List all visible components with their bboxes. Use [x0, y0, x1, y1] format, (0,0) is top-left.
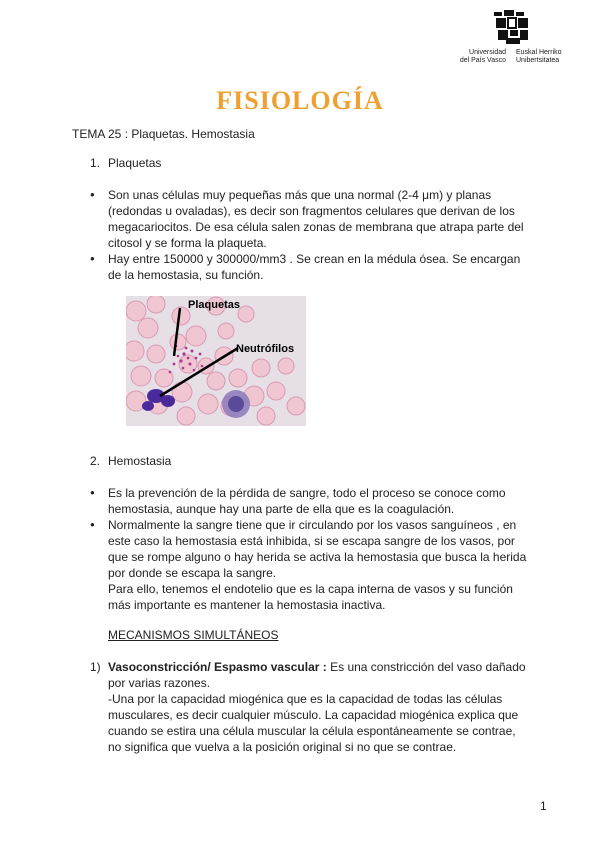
- list-item: ● Hay entre 150000 y 300000/mm3 . Se crean en la médula ósea. Se encargan de la hemostasia, su función.: [90, 251, 530, 283]
- logo-text-university: Universidad del País Vasco: [459, 49, 506, 64]
- list-item: ● Normalmente la sangre tiene que ir circulando por los vasos sanguíneos , en este caso la hemostasia está inhibida, si se escapa sangre de los vasos, por que se rompe alguno o hay herida se activa la hemostasia que busca la herida por donde se escapa la sangre.: [90, 517, 530, 581]
- section-2-heading: Hemostasia: [108, 454, 172, 468]
- section-2-number: 2.: [90, 454, 101, 468]
- university-logo: [448, 10, 570, 62]
- logo-text-euskal: Euskal Herriko Unibertsitatea: [516, 49, 562, 64]
- section-1-heading: Plaquetas: [108, 156, 162, 170]
- section-1-bullets: [90, 187, 530, 283]
- neutrophils-label: Neutrófilos: [236, 343, 295, 355]
- item-bold-lead: Vasoconstricción/ Espasmo vascular :: [108, 660, 327, 674]
- item-number: 1): [90, 660, 101, 674]
- page-title: FISIOLOGÍA: [216, 86, 384, 115]
- item-text: Es una constricción del vaso dañado por varias razones.: [108, 660, 526, 690]
- section-1-number: 1.: [90, 156, 101, 170]
- item-detail: -Una por la capacidad miogénica que es la capacidad de todas las células musculares, es decir cualquier músculo. La capacidad miogénica explica que cuando se estira una célula muscular la célula espontáneamente se contrae, no significa que vuelva a la posición original si no que se contrae.: [108, 692, 519, 754]
- list-item: ● Es la prevención de la pérdida de sangre, todo el proceso se conoce como hemostasia, aunque hay una parte de ella que es la coagulación.: [90, 485, 530, 517]
- blood-smear-image: [126, 296, 306, 426]
- platelets-label: Plaquetas: [188, 299, 240, 311]
- list-item: ● Son unas células muy pequeñas más que una normal (2-4 μm) y planas (redondas u ovaladas), es decir son fragmentos celulares que derivan de los megacariocitos. De esa célula salen zonas de membrana que atrapa parte del citosol y se forma la plaqueta.: [90, 187, 530, 251]
- section-2-bullets: [90, 485, 530, 613]
- upv-ehu-emblem-icon: [492, 10, 532, 46]
- topic-line: TEMA 25 : Plaquetas. Hemostasia: [72, 127, 255, 141]
- page-number: 1: [540, 799, 547, 813]
- paragraph: Para ello, tenemos el endotelio que es la capa interna de vasos y su función más importante es mantener la hemostasia inactiva.: [108, 582, 513, 612]
- mechanisms-heading: MECANISMOS SIMULTÁNEOS: [108, 628, 279, 642]
- mechanism-item-1: [90, 659, 530, 755]
